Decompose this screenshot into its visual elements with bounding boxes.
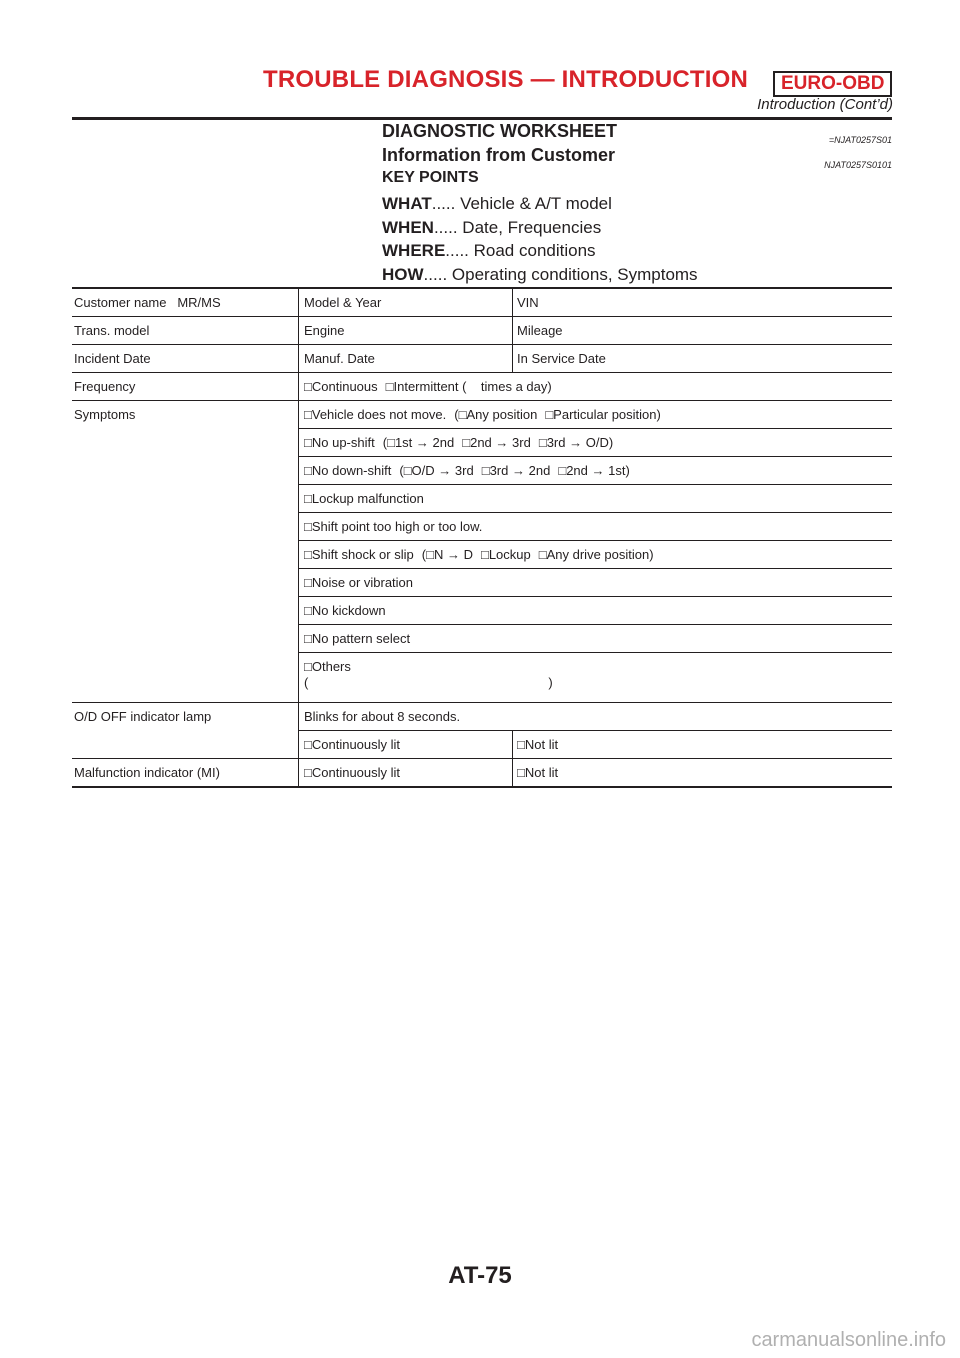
table-row bbox=[72, 373, 892, 401]
symptom-no-upshift: □No up-shift (□1st → 2nd □2nd → 3rd □3rd → O/D) bbox=[299, 429, 893, 457]
od-off-blinks: Blinks for about 8 seconds. bbox=[299, 703, 893, 731]
header-title: TROUBLE DIAGNOSIS — INTRODUCTION bbox=[263, 66, 749, 93]
od-off-not-lit: □Not lit bbox=[513, 731, 893, 759]
header-rule bbox=[72, 117, 892, 120]
checkbox-icon[interactable]: □ bbox=[558, 463, 567, 478]
checkbox-icon[interactable]: □ bbox=[304, 575, 312, 590]
watermark: carmanualsonline.info bbox=[751, 1329, 946, 1351]
checkbox-icon[interactable]: □ bbox=[304, 379, 312, 394]
symptom-vehicle-no-move: □Vehicle does not move. (□Any position □Particular position) bbox=[299, 401, 893, 429]
mileage-cell: Mileage bbox=[513, 317, 893, 345]
subsection-ref: NJAT0257S0101 bbox=[824, 160, 892, 170]
checkbox-icon[interactable]: □ bbox=[304, 519, 312, 534]
section-badge: EURO-OBD bbox=[773, 71, 892, 97]
checkbox-icon[interactable]: □ bbox=[458, 407, 467, 422]
arrow-right-icon: → bbox=[569, 435, 583, 450]
section-subtitle: Information from Customer bbox=[382, 145, 616, 165]
checkbox-icon[interactable]: □ bbox=[304, 491, 312, 506]
customer-name-cell: Customer name MR/MS bbox=[72, 288, 299, 317]
checkbox-icon[interactable]: □ bbox=[385, 379, 394, 394]
mi-label: Malfunction indicator (MI) bbox=[72, 759, 299, 788]
symptoms-label: Symptoms bbox=[74, 407, 136, 423]
section-ref: =NJAT0257S01 bbox=[828, 135, 892, 145]
checkbox-icon[interactable]: □ bbox=[538, 547, 547, 562]
key-point: HOW..... Operating conditions, Symptoms bbox=[382, 264, 698, 284]
checkbox-icon[interactable]: □ bbox=[517, 737, 525, 752]
arrow-right-icon: → bbox=[415, 435, 429, 450]
manuf-date-cell: Manuf. Date bbox=[299, 345, 513, 373]
page-number: AT-75 bbox=[448, 1262, 512, 1289]
arrow-right-icon: → bbox=[591, 463, 605, 478]
checkbox-icon[interactable]: □ bbox=[481, 463, 490, 478]
symptom-no-kickdown: □No kickdown bbox=[299, 597, 893, 625]
checkbox-icon[interactable]: □ bbox=[304, 765, 312, 780]
arrow-right-icon: → bbox=[495, 435, 509, 450]
table-row bbox=[72, 401, 892, 429]
key-point: WHERE..... Road conditions bbox=[382, 241, 596, 260]
checkbox-icon[interactable]: □ bbox=[517, 765, 525, 780]
table-row bbox=[72, 597, 892, 625]
key-point: WHEN..... Date, Frequencies bbox=[382, 217, 602, 237]
table-row bbox=[72, 485, 892, 513]
arrow-right-icon: → bbox=[438, 463, 452, 478]
checkbox-icon[interactable]: □ bbox=[426, 547, 434, 562]
table-row bbox=[72, 653, 892, 703]
od-off-label: O/D OFF indicator lamp bbox=[74, 709, 212, 725]
checkbox-icon[interactable]: □ bbox=[304, 435, 312, 450]
key-points-list bbox=[382, 192, 698, 286]
table-row bbox=[72, 288, 892, 317]
key-points-title: KEY POINTS bbox=[382, 169, 479, 186]
checkbox-icon[interactable]: □ bbox=[304, 407, 312, 422]
table-row bbox=[72, 731, 892, 759]
od-off-continuously-lit: □Continuously lit bbox=[299, 731, 513, 759]
table-row bbox=[72, 317, 892, 345]
diagnostic-worksheet-table bbox=[72, 287, 892, 788]
table-row bbox=[72, 513, 892, 541]
section-title: DIAGNOSTIC WORKSHEET bbox=[382, 121, 618, 141]
checkbox-icon[interactable]: □ bbox=[403, 463, 412, 478]
symptom-others: □Others ( ) bbox=[299, 653, 893, 703]
checkbox-icon[interactable]: □ bbox=[545, 407, 554, 422]
arrow-right-icon: → bbox=[512, 463, 525, 478]
table-row bbox=[72, 429, 892, 457]
table-row bbox=[72, 703, 892, 731]
engine-cell: Engine bbox=[299, 317, 513, 345]
model-year-cell: Model & Year bbox=[299, 288, 513, 317]
header-subtitle: Introduction (Cont’d) bbox=[757, 96, 893, 113]
mi-not-lit: □Not lit bbox=[513, 759, 893, 788]
in-service-date-cell: In Service Date bbox=[513, 345, 893, 373]
checkbox-icon[interactable]: □ bbox=[304, 463, 312, 478]
table-row bbox=[72, 759, 892, 788]
checkbox-icon[interactable]: □ bbox=[462, 435, 471, 450]
frequency-label: Frequency bbox=[72, 373, 299, 401]
table-row bbox=[72, 345, 892, 373]
symptom-no-pattern: □No pattern select bbox=[299, 625, 893, 653]
trans-model-cell: Trans. model bbox=[72, 317, 299, 345]
checkbox-icon[interactable]: □ bbox=[480, 547, 489, 562]
checkbox-icon[interactable]: □ bbox=[304, 547, 312, 562]
checkbox-icon[interactable]: □ bbox=[387, 435, 395, 450]
incident-date-cell: Incident Date bbox=[72, 345, 299, 373]
symptom-noise: □Noise or vibration bbox=[299, 569, 893, 597]
table-row bbox=[72, 625, 892, 653]
checkbox-icon[interactable]: □ bbox=[304, 737, 312, 752]
mi-continuously-lit: □Continuously lit bbox=[299, 759, 513, 788]
symptom-shift-shock: □Shift shock or slip (□N → D □Lockup □Any drive position) bbox=[299, 541, 893, 569]
frequency-options: □Continuous □Intermittent ( times a day) bbox=[299, 373, 893, 401]
symptom-no-downshift: □No down-shift (□O/D → 3rd □3rd → 2nd □2nd → 1st) bbox=[299, 457, 893, 485]
table-row bbox=[72, 457, 892, 485]
checkbox-icon[interactable]: □ bbox=[304, 603, 312, 618]
checkbox-icon[interactable]: □ bbox=[304, 631, 312, 646]
table-row bbox=[72, 569, 892, 597]
symptom-shift-point: □Shift point too high or too low. bbox=[299, 513, 893, 541]
key-point: WHAT..... Vehicle & A/T model bbox=[382, 194, 612, 213]
table-row bbox=[72, 541, 892, 569]
arrow-right-icon: → bbox=[446, 547, 460, 562]
checkbox-icon[interactable]: □ bbox=[538, 435, 547, 450]
symptom-lockup-malfunction: □Lockup malfunction bbox=[299, 485, 893, 513]
vin-cell: VIN bbox=[513, 288, 893, 317]
checkbox-icon[interactable]: □ bbox=[304, 659, 312, 674]
